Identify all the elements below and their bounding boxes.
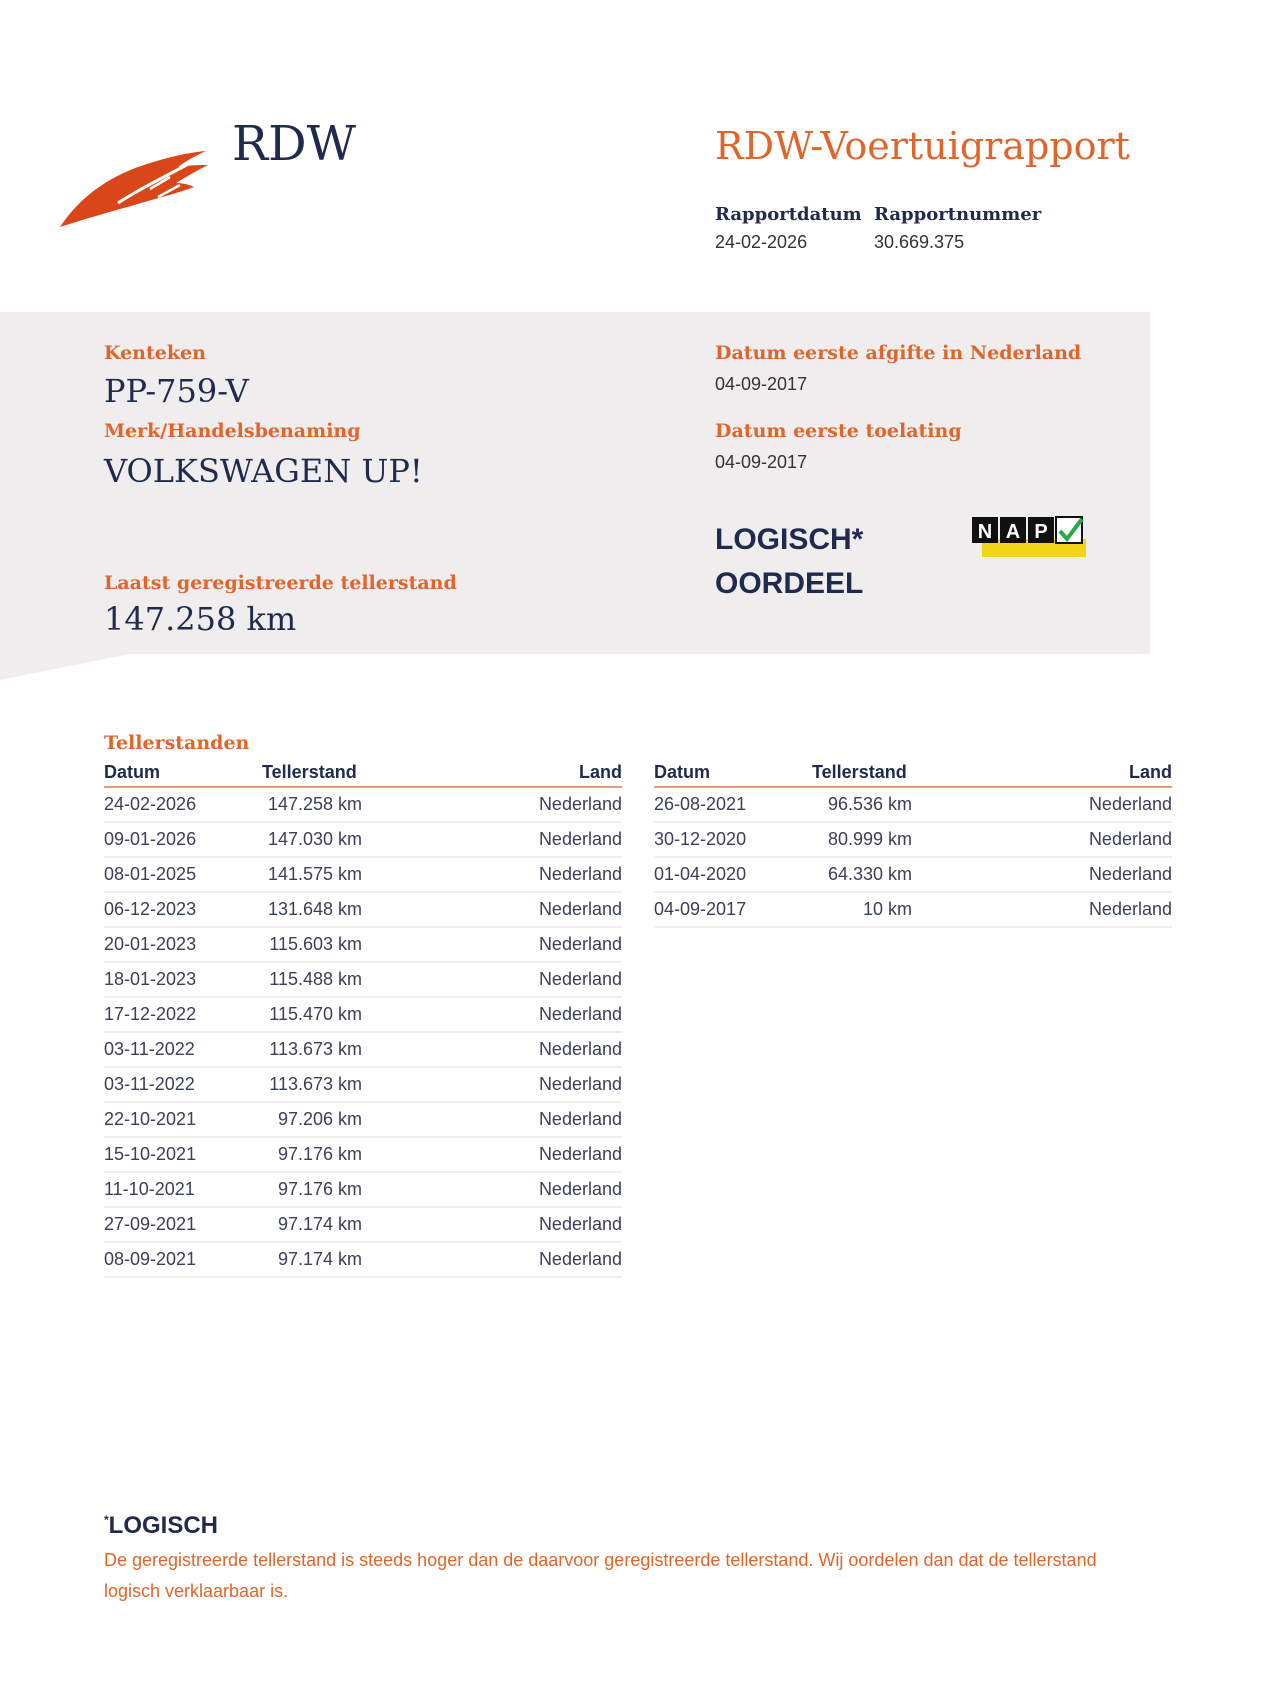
cell-date: 06-12-2023 (104, 899, 197, 919)
header-km: Tellerstand (812, 762, 907, 782)
cell-date: 24-02-2026 (104, 794, 197, 814)
cell-date: 11-10-2021 (104, 1179, 195, 1199)
table-header (104, 760, 622, 788)
footnote-marker: * (104, 1513, 109, 1527)
table-header (654, 760, 1172, 788)
cell-km: 96.536 km (827, 794, 912, 814)
cell-land: Nederland (538, 1109, 622, 1129)
header-land: Land (579, 762, 622, 782)
cell-land: Nederland (538, 934, 622, 954)
table-row (654, 788, 1172, 823)
table-row (654, 893, 1172, 928)
readings-table-right (654, 760, 1172, 928)
make-label: Merk/Handelsbenaming (104, 420, 361, 442)
first-issue-value: 04-09-2017 (715, 374, 808, 394)
nap-letter-a: A (1005, 521, 1021, 543)
cell-km: 97.176 km (277, 1179, 362, 1199)
table-row (104, 1103, 622, 1138)
table-row (104, 858, 622, 893)
make-value: VOLKSWAGEN UP! (104, 452, 423, 490)
cell-land: Nederland (538, 1039, 622, 1059)
report-title: RDW-Voertuigrapport (715, 124, 1130, 168)
cell-km: 113.673 km (269, 1039, 362, 1059)
plate-value: PP-759-V (104, 372, 249, 410)
verdict-line-1: LOGISCH* (715, 523, 864, 556)
cell-km: 10 km (862, 899, 912, 919)
table-row (104, 1208, 622, 1243)
table-row (104, 963, 622, 998)
header-land: Land (1129, 762, 1172, 782)
cell-land: Nederland (538, 1004, 622, 1024)
readings-table-left (104, 760, 622, 1278)
readings-title: Tellerstanden (104, 732, 250, 754)
cell-land: Nederland (538, 969, 622, 989)
table-row (104, 1033, 622, 1068)
cell-land: Nederland (538, 1144, 622, 1164)
plate-label: Kenteken (104, 342, 206, 364)
nap-check-icon (970, 515, 1088, 559)
cell-km: 113.673 km (269, 1074, 362, 1094)
table-row (104, 788, 622, 823)
rdw-feather-logo-icon (58, 145, 213, 230)
cell-date: 30-12-2020 (654, 829, 747, 849)
cell-land: Nederland (538, 1179, 622, 1199)
report-date-value: 24-02-2026 (715, 232, 808, 252)
table-row (104, 998, 622, 1033)
table-row (104, 1068, 622, 1103)
cell-land: Nederland (538, 1074, 622, 1094)
cell-land: Nederland (1088, 899, 1172, 919)
cell-km: 147.258 km (267, 794, 362, 814)
brand-name: RDW (232, 116, 356, 172)
table-row (104, 1138, 622, 1173)
odometer-value: 147.258 km (104, 600, 297, 638)
odometer-label: Laatst geregistreerde tellerstand (104, 572, 457, 594)
cell-date: 20-01-2023 (104, 934, 197, 954)
cell-km: 115.470 km (269, 1004, 362, 1024)
cell-km: 97.206 km (277, 1109, 362, 1129)
table-row (104, 1173, 622, 1208)
cell-land: Nederland (538, 794, 622, 814)
panel-tab-decoration (0, 650, 150, 680)
cell-land: Nederland (538, 1214, 622, 1234)
verdict (715, 518, 863, 606)
cell-km: 80.999 km (827, 829, 912, 849)
cell-date: 09-01-2026 (104, 829, 197, 849)
cell-land: Nederland (1088, 864, 1172, 884)
cell-land: Nederland (538, 899, 622, 919)
report-number-value: 30.669.375 (874, 232, 965, 252)
report-date-label: Rapportdatum (715, 204, 862, 225)
cell-km: 97.176 km (277, 1144, 362, 1164)
cell-date: 03-11-2022 (104, 1074, 195, 1094)
cell-date: 17-12-2022 (104, 1004, 197, 1024)
cell-km: 115.488 km (269, 969, 362, 989)
header-date: Datum (104, 762, 161, 782)
cell-land: Nederland (538, 829, 622, 849)
cell-km: 97.174 km (277, 1249, 362, 1269)
report-number-label: Rapportnummer (874, 204, 1042, 225)
cell-date: 27-09-2021 (104, 1214, 197, 1234)
footnote-text: De geregistreerde tellerstand is steeds hoger dan de daarvoor geregistreerde tellerstand. Wij oordelen dan dat de tellerstand logisch verklaarbaar is. (104, 1550, 1097, 1601)
table-row (104, 823, 622, 858)
cell-km: 115.603 km (269, 934, 362, 954)
first-issue-label: Datum eerste afgifte in Nederland (715, 342, 1082, 364)
nap-letter-p: P (1034, 521, 1048, 543)
table-row (104, 1243, 622, 1278)
header-date: Datum (654, 762, 711, 782)
cell-land: Nederland (538, 1249, 622, 1269)
cell-date: 04-09-2017 (654, 899, 747, 919)
cell-land: Nederland (1088, 829, 1172, 849)
cell-date: 26-08-2021 (654, 794, 747, 814)
cell-date: 01-04-2020 (654, 864, 747, 884)
table-row (104, 893, 622, 928)
cell-date: 15-10-2021 (104, 1144, 197, 1164)
cell-km: 147.030 km (267, 829, 362, 849)
table-row (104, 928, 622, 963)
cell-date: 03-11-2022 (104, 1039, 195, 1059)
cell-date: 08-01-2025 (104, 864, 197, 884)
verdict-line-2: OORDEEL (715, 567, 864, 600)
first-admission-value: 04-09-2017 (715, 452, 808, 472)
table-row (654, 858, 1172, 893)
cell-land: Nederland (538, 864, 622, 884)
cell-km: 97.174 km (277, 1214, 362, 1234)
first-admission-label: Datum eerste toelating (715, 420, 962, 442)
cell-km: 131.648 km (267, 899, 362, 919)
cell-km: 64.330 km (827, 864, 912, 884)
table-row (654, 823, 1172, 858)
header-km: Tellerstand (262, 762, 357, 782)
cell-date: 22-10-2021 (104, 1109, 197, 1129)
footnote-title (104, 1512, 218, 1540)
nap-letter-n: N (977, 521, 993, 543)
footnote-title-text: LOGISCH (108, 1512, 219, 1539)
cell-date: 08-09-2021 (104, 1249, 197, 1269)
cell-date: 18-01-2023 (104, 969, 197, 989)
cell-km: 141.575 km (267, 864, 362, 884)
cell-land: Nederland (1088, 794, 1172, 814)
